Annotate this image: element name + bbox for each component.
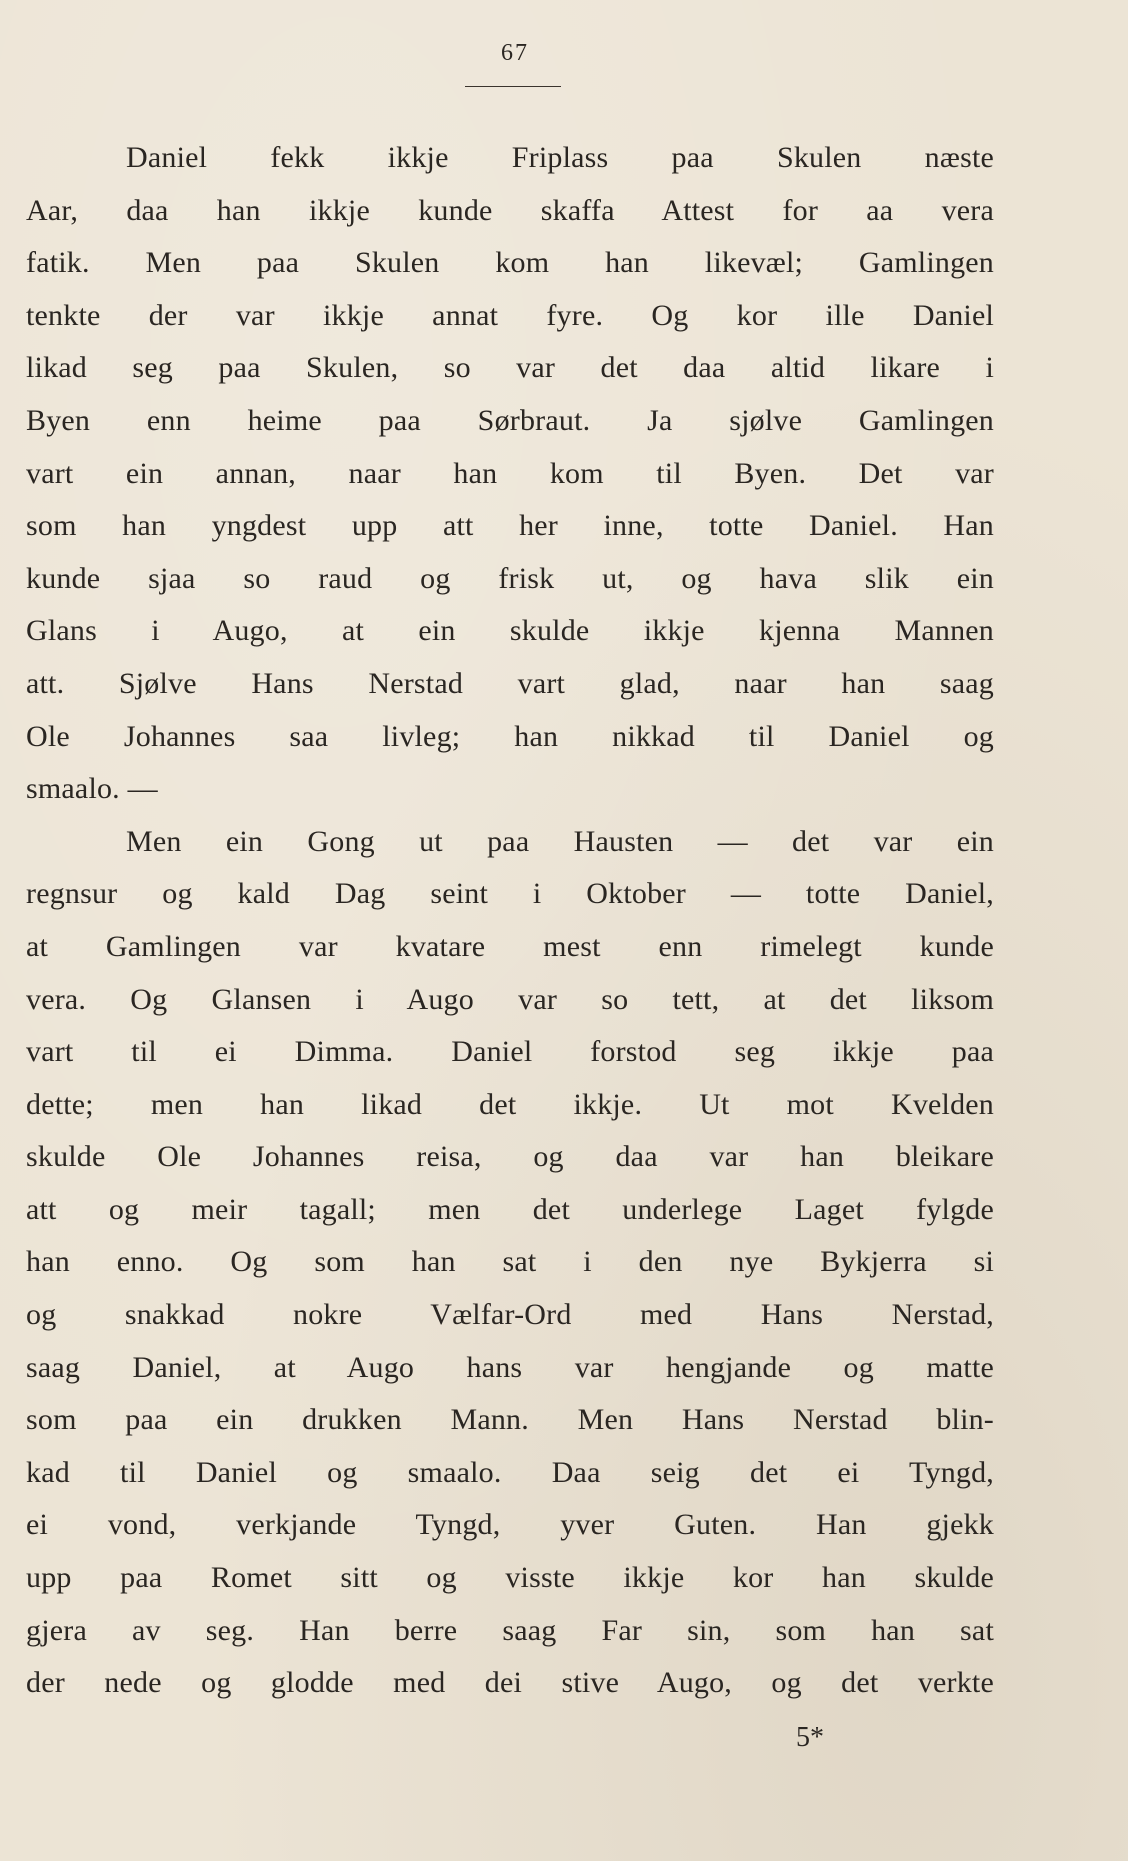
text-line: skulde Ole Johannes reisa, og daa var han bleikare — [26, 1140, 994, 1174]
text-line: Ole Johannes saa livleg; han nikkad til Daniel og — [26, 719, 994, 753]
text-line: tenkte der var ikkje annat fyre. Og kor ille Daniel — [26, 298, 994, 332]
text-line: han enno. Og som han sat i den nye Bykjerra si — [26, 1245, 994, 1279]
text-line: Daniel fekk ikkje Friplass paa Skulen næste — [126, 141, 994, 174]
text-line: Byen enn heime paa Sørbraut. Ja sjølve Gamlingen — [26, 403, 994, 437]
text-line: likad seg paa Skulen, so var det daa altid likare i — [26, 351, 994, 385]
text-line: kad til Daniel og smaalo. Daa seig det ei Tyngd, — [26, 1455, 994, 1489]
page-number: 67 — [501, 40, 529, 66]
text-line: vart ein annan, naar han kom til Byen. Det var — [26, 456, 994, 490]
text-line: saag Daniel, at Augo hans var hengjande og matte — [26, 1350, 994, 1384]
text-line: at Gamlingen var kvatare mest enn rimelegt kunde — [26, 929, 994, 963]
text-line: der nede og glodde med dei stive Augo, og det verkte — [26, 1666, 994, 1700]
text-line: smaalo. — — [26, 772, 158, 806]
text-line: regnsur og kald Dag seint i Oktober — totte Daniel, — [26, 877, 994, 911]
text-line: gjera av seg. Han berre saag Far sin, som han sat — [26, 1613, 994, 1647]
text-line: og snakkad nokre Vælfar-Ord med Hans Nerstad, — [26, 1298, 994, 1332]
text-line: vera. Og Glansen i Augo var so tett, at det liksom — [26, 982, 994, 1016]
text-line: Men ein Gong ut paa Hausten — det var ein — [126, 824, 994, 858]
signature-mark: 5* — [796, 1722, 824, 1753]
text-line: som paa ein drukken Mann. Men Hans Nerstad blin- — [26, 1403, 994, 1437]
text-line: att. Sjølve Hans Nerstad vart glad, naar han saag — [26, 666, 994, 700]
page-number-rule — [465, 86, 561, 87]
text-line: fatik. Men paa Skulen kom han likevæl; Gamlingen — [26, 246, 994, 280]
text-line: dette; men han likad det ikkje. Ut mot Kvelden — [26, 1087, 994, 1121]
text-line: vart til ei Dimma. Daniel forstod seg ikkje paa — [26, 1035, 994, 1069]
text-line: upp paa Romet sitt og visste ikkje kor han skulde — [26, 1561, 994, 1595]
text-line: Aar, daa han ikkje kunde skaffa Attest for aa vera — [26, 193, 994, 227]
text-line: ei vond, verkjande Tyngd, yver Guten. Han gjekk — [26, 1508, 994, 1542]
text-line: som han yngdest upp att her inne, totte Daniel. Han — [26, 509, 994, 543]
text-line: Glans i Augo, at ein skulde ikkje kjenna Mannen — [26, 614, 994, 648]
text-line: kunde sjaa so raud og frisk ut, og hava slik ein — [26, 561, 994, 595]
body-text — [26, 132, 994, 1710]
text-line: att og meir tagall; men det underlege Laget fylgde — [26, 1192, 994, 1226]
